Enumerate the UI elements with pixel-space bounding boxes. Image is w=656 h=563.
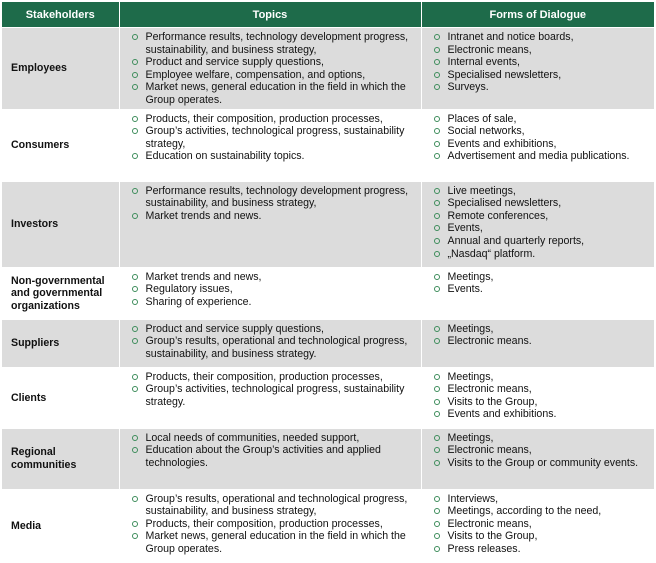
dialogue-cell [421, 428, 654, 489]
stakeholder-cell: Investors [2, 181, 119, 267]
list-item: Events and exhibitions, [432, 138, 651, 151]
list-item: Surveys. [432, 81, 651, 94]
list-item: Sharing of experience. [130, 296, 417, 309]
list-item: Meetings, [432, 271, 651, 284]
list-item: „Nasdaq“ platform. [432, 248, 651, 261]
topics-cell [119, 428, 421, 489]
list-item: Market news, general education in the field in which the Group operates. [130, 530, 417, 555]
list-item: Electronic means, [432, 518, 651, 531]
list-item: Employee welfare, compensation, and options, [130, 69, 417, 82]
list-item: Market trends and news. [130, 210, 417, 223]
list-item: Social networks, [432, 125, 651, 138]
list-item: Products, their composition, production processes, [130, 518, 417, 531]
list-item: Electronic means. [432, 335, 651, 348]
table-row [2, 267, 654, 319]
stakeholder-cell: Regional communities [2, 428, 119, 489]
list-item: Intranet and notice boards, [432, 31, 651, 44]
dialogue-cell [421, 28, 654, 110]
topics-list [120, 493, 421, 556]
list-item: Remote conferences, [432, 210, 651, 223]
list-item: Meetings, [432, 432, 651, 445]
topics-list [120, 371, 421, 409]
list-item: Products, their composition, production processes, [130, 113, 417, 126]
list-item: Meetings, according to the need, [432, 505, 651, 518]
dialogue-list [422, 493, 655, 556]
dialogue-cell [421, 109, 654, 181]
list-item: Visits to the Group or community events. [432, 457, 651, 470]
topics-list [120, 31, 421, 107]
topics-cell [119, 489, 421, 563]
list-item: Group’s results, operational and technological progress, sustainability, and business strategy. [130, 335, 417, 360]
list-item: Events. [432, 283, 651, 296]
topics-cell [119, 367, 421, 428]
topics-list [120, 185, 421, 223]
list-item: Performance results, technology development progress, sustainability, and business strategy, [130, 185, 417, 210]
dialogue-list [422, 271, 655, 296]
list-item: Group’s activities, technological progress, sustainability strategy. [130, 383, 417, 408]
dialogue-list [422, 323, 655, 348]
stakeholder-cell: Non-governmental and governmental organizations [2, 267, 119, 319]
dialogue-list [422, 185, 655, 261]
dialogue-list [422, 371, 655, 421]
dialogue-cell [421, 181, 654, 267]
list-item: Education about the Group’s activities and applied technologies. [130, 444, 417, 469]
table-row [2, 319, 654, 367]
topics-cell [119, 319, 421, 367]
list-item: Group’s activities, technological progress, sustainability strategy, [130, 125, 417, 150]
header-stakeholders: Stakeholders [2, 2, 119, 28]
list-item: Market news, general education in the field in which the Group operates. [130, 81, 417, 106]
dialogue-cell [421, 489, 654, 563]
list-item: Meetings, [432, 371, 651, 384]
dialogue-list [422, 432, 655, 470]
dialogue-list [422, 113, 655, 163]
dialogue-list [422, 31, 655, 94]
list-item: Interviews, [432, 493, 651, 506]
list-item: Live meetings, [432, 185, 651, 198]
list-item: Meetings, [432, 323, 651, 336]
list-item: Specialised newsletters, [432, 197, 651, 210]
list-item: Regulatory issues, [130, 283, 417, 296]
topics-cell [119, 28, 421, 110]
dialogue-cell [421, 319, 654, 367]
list-item: Specialised newsletters, [432, 69, 651, 82]
topics-cell [119, 267, 421, 319]
dialogue-cell [421, 367, 654, 428]
list-item: Performance results, technology development progress, sustainability, and business strategy, [130, 31, 417, 56]
list-item: Product and service supply questions, [130, 323, 417, 336]
list-item: Product and service supply questions, [130, 56, 417, 69]
list-item: Group’s results, operational and technological progress, sustainability, and business strategy, [130, 493, 417, 518]
stakeholder-dialogue-table [2, 2, 654, 563]
stakeholder-cell: Suppliers [2, 319, 119, 367]
topics-list [120, 432, 421, 470]
dialogue-cell [421, 267, 654, 319]
list-item: Electronic means, [432, 44, 651, 57]
stakeholder-cell: Consumers [2, 109, 119, 181]
topics-cell [119, 109, 421, 181]
table-row [2, 489, 654, 563]
list-item: Electronic means, [432, 383, 651, 396]
list-item: Internal events, [432, 56, 651, 69]
list-item: Education on sustainability topics. [130, 150, 417, 163]
list-item: Market trends and news, [130, 271, 417, 284]
list-item: Press releases. [432, 543, 651, 556]
list-item: Annual and quarterly reports, [432, 235, 651, 248]
list-item: Events and exhibitions. [432, 408, 651, 421]
topics-list [120, 323, 421, 361]
topics-list [120, 271, 421, 309]
table-row [2, 28, 654, 110]
list-item: Electronic means, [432, 444, 651, 457]
header-forms-of-dialogue: Forms of Dialogue [421, 2, 654, 28]
topics-list [120, 113, 421, 163]
table-row [2, 109, 654, 181]
header-topics: Topics [119, 2, 421, 28]
topics-cell [119, 181, 421, 267]
table-row [2, 367, 654, 428]
list-item: Visits to the Group, [432, 396, 651, 409]
list-item: Visits to the Group, [432, 530, 651, 543]
stakeholder-cell: Clients [2, 367, 119, 428]
table-header-row [2, 2, 654, 28]
list-item: Local needs of communities, needed support, [130, 432, 417, 445]
list-item: Places of sale, [432, 113, 651, 126]
stakeholder-cell: Employees [2, 28, 119, 110]
list-item: Products, their composition, production processes, [130, 371, 417, 384]
list-item: Advertisement and media publications. [432, 150, 651, 163]
list-item: Events, [432, 222, 651, 235]
stakeholder-cell: Media [2, 489, 119, 563]
table-row [2, 181, 654, 267]
table-row [2, 428, 654, 489]
